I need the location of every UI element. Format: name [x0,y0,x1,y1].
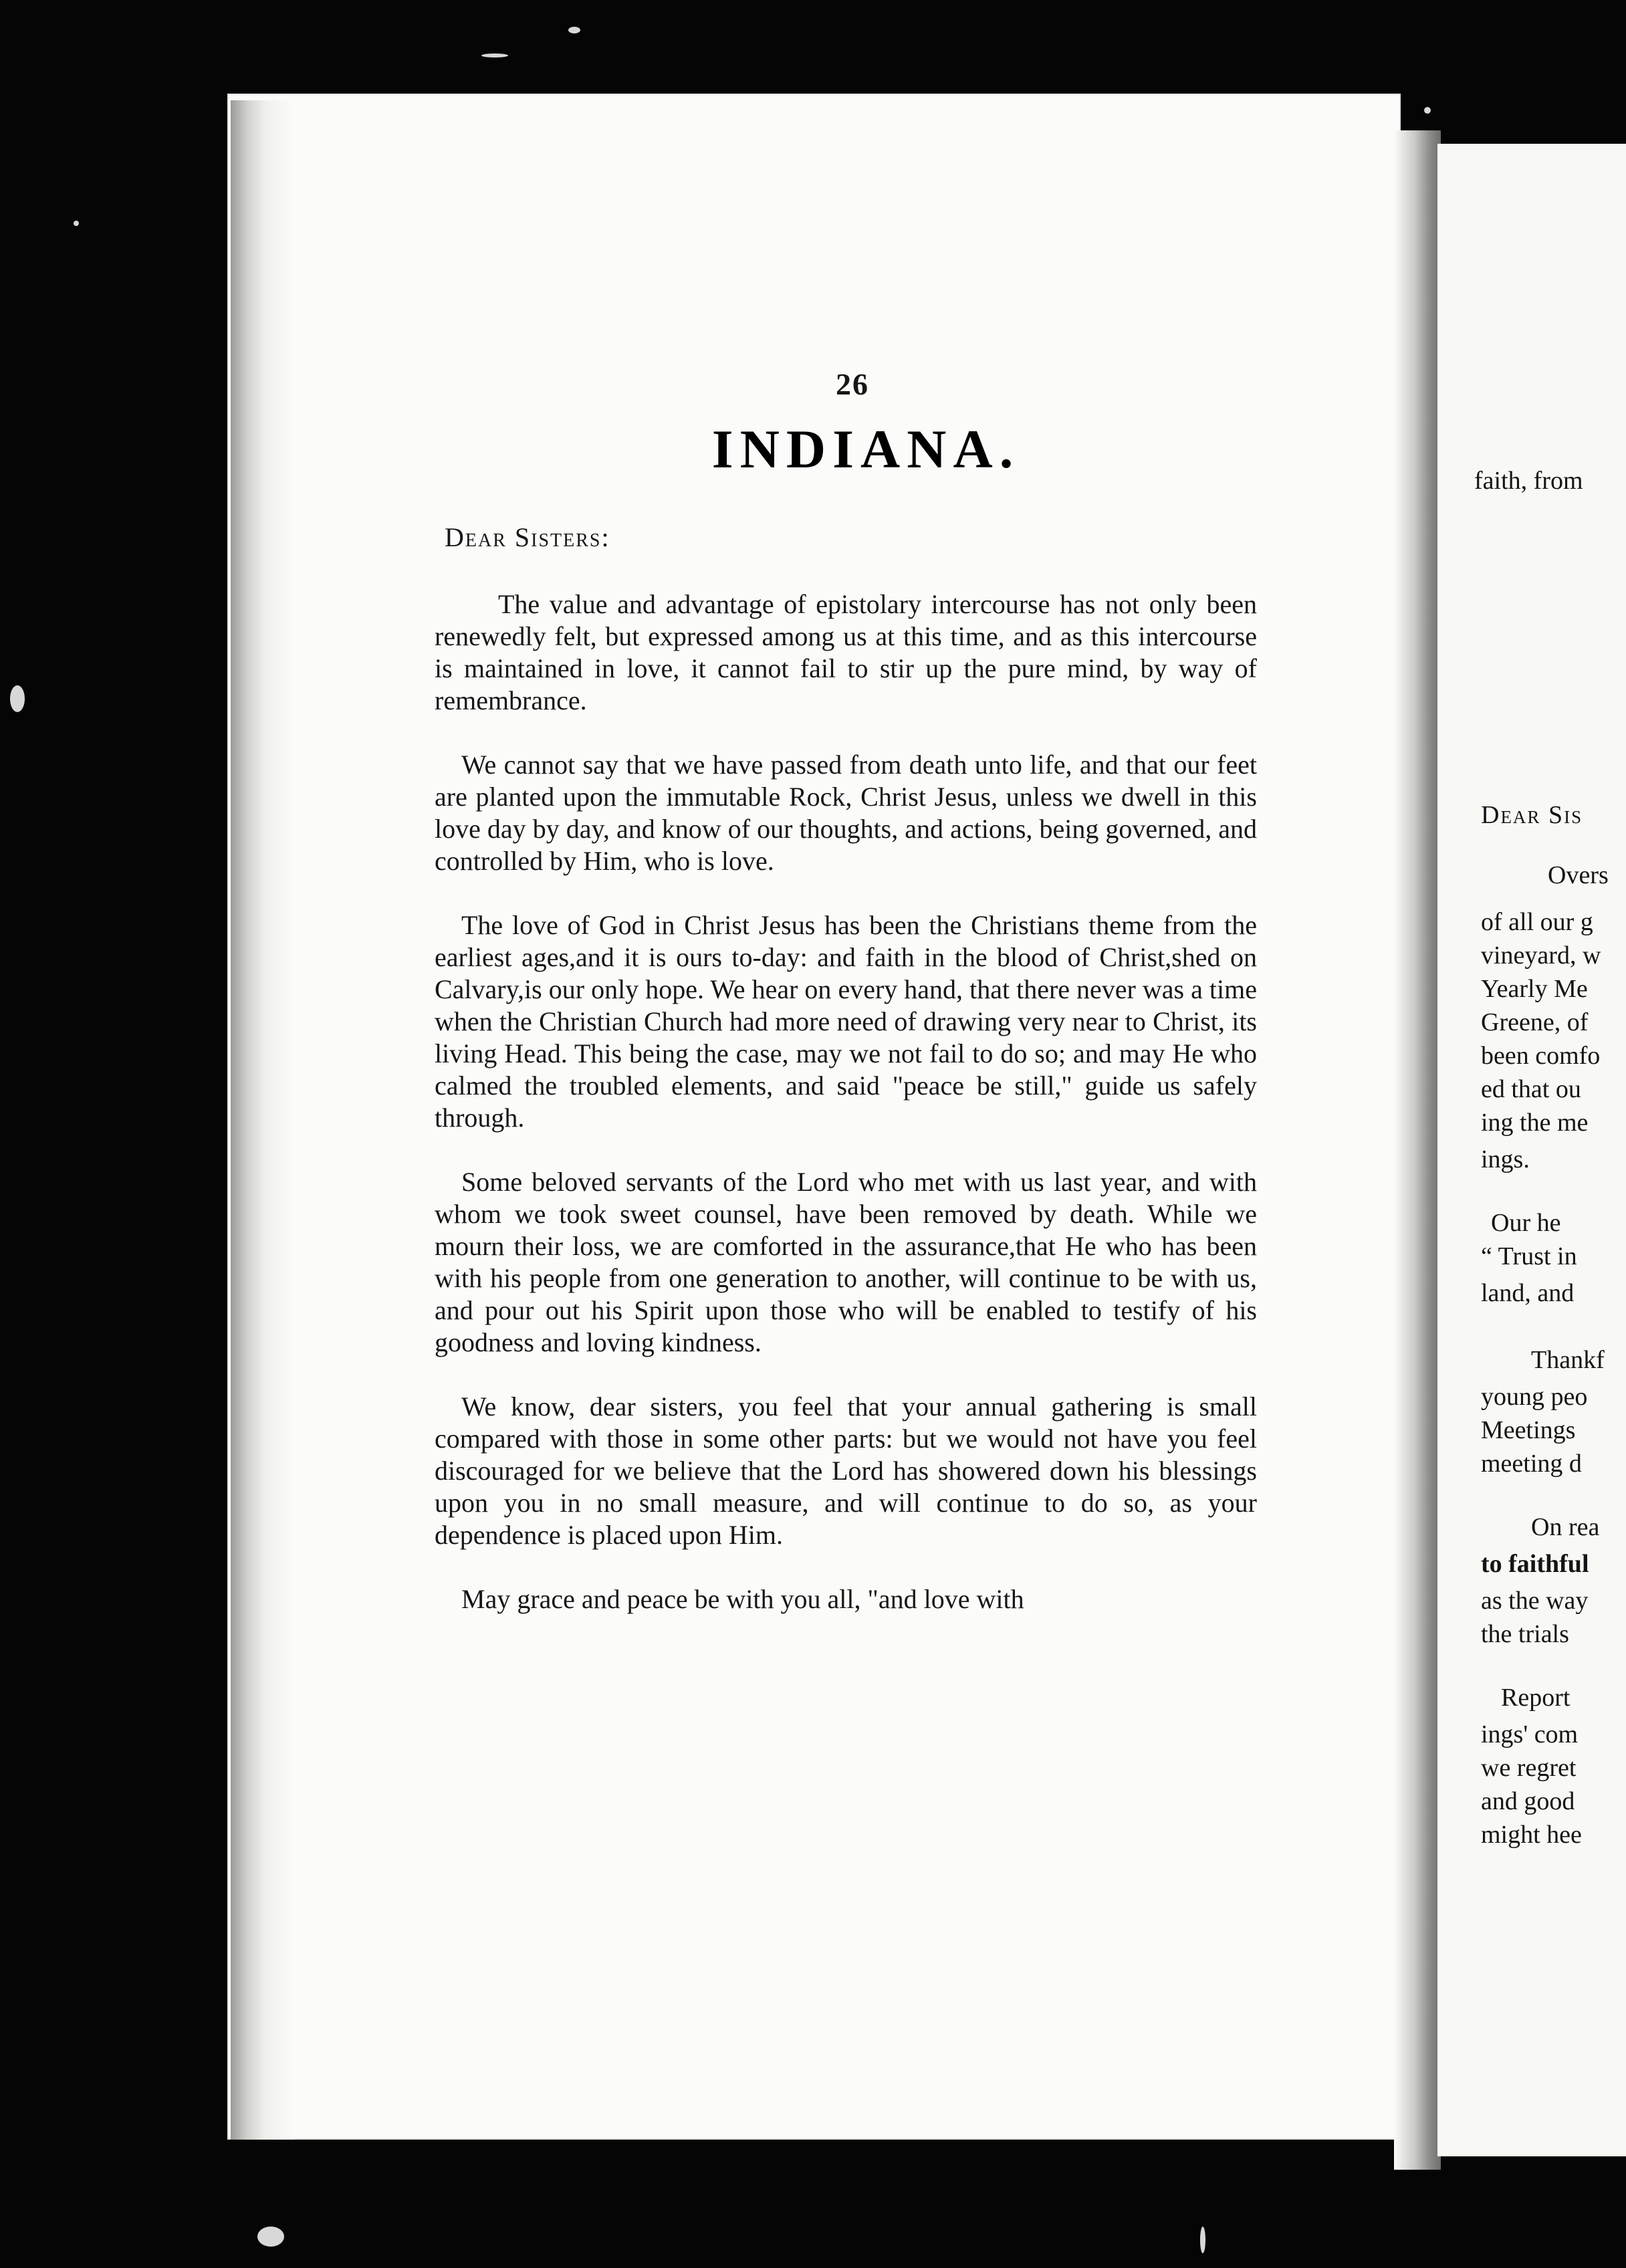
paragraph: The value and advantage of epistolary intercourse has not only been renewedly felt, but expressed among us at this time, and as this intercourse is maintained in love, it cannot fail to stir up the pure mind, by way of remembrance. [435,589,1257,715]
right-page-line: Yearly Me [1481,975,1588,1003]
paragraph: We cannot say that we have passed from death unto life, and that our feet are planted upon the immutable Rock, Christ Jesus, unless we dwell in this love day by day, and know of our thoughts, and actions, being governed, and controlled by Him, who is love. [435,750,1257,876]
right-page-line: vineyard, w [1481,941,1601,970]
right-page-line: Thankf [1531,1346,1605,1374]
paragraph: The love of God in Christ Jesus has been the Christians theme from the earliest ages,and it is ours to-day: and faith in the blood of Christ,shed on Calvary,is our only hope. We hear on every hand, that there never was a time when the Christian Church had more need of drawing very near to Christ, its living Head. This being the case, may we not fail to do so; and may He who calmed the troubled elements, and said "peace be still," guide us safely through. [435,910,1257,1133]
right-page-line: ed that ou [1481,1075,1581,1103]
right-page-line: of all our g [1481,908,1593,936]
right-page-line: young peo [1481,1383,1588,1411]
paragraph: May grace and peace be with you all, "and love with [461,1584,1024,1614]
film-speck [74,221,79,226]
film-speck [568,27,580,33]
page-title: INDIANA. [711,419,1020,479]
page-edge-stack [231,100,294,2140]
right-page-line: might hee [1481,1821,1582,1849]
right-page-line: ings. [1481,1145,1530,1173]
right-page-line: we regret [1481,1754,1577,1782]
right-page-line: and good [1481,1787,1575,1815]
right-page [1437,144,1626,2156]
film-speck [10,685,25,712]
right-page-line: to faithful [1481,1550,1589,1578]
film-speck [1200,2227,1205,2253]
book-fold-shadow [1394,130,1441,2170]
right-page-line: land, and [1481,1279,1575,1307]
right-page-line: On rea [1531,1513,1600,1541]
right-page-line: Our he [1491,1209,1561,1237]
film-speck [1424,107,1431,114]
page-number: 26 [836,367,869,401]
right-page-line: “ Trust in [1481,1242,1577,1270]
right-page-line: ings' com [1481,1720,1579,1748]
right-page-line: meeting d [1481,1450,1582,1478]
right-page-line: ing the me [1481,1109,1589,1137]
right-page-line: Meetings [1481,1416,1576,1444]
right-page-line: been comfo [1481,1042,1601,1070]
right-page-line: the trials [1481,1620,1569,1648]
right-page-line: Overs [1548,861,1609,889]
paragraph: Some beloved servants of the Lord who met with us last year, and with whom we took sweet counsel, have been removed by death. While we mourn their loss, we are comforted in the assurance,that He who has been with his people from one generation to another, will continue to be with us, and pour out his Spirit upon those who will be enabled to testify of his goodness and loving kindness. [435,1167,1257,1357]
film-speck [257,2227,284,2247]
right-page-line: as the way [1481,1587,1589,1615]
right-page-salutation: Dear Sis [1481,801,1583,829]
salutation: Dear Sisters: [445,522,610,552]
letter-body [435,588,1257,1648]
film-speck [481,53,508,58]
right-page-line: Report [1501,1684,1571,1712]
paragraph: We know, dear sisters, you feel that your annual gathering is small compared with those in some other parts: but we would not have you feel discouraged for we believe that the Lord has showered down his blessings upon you in no small measure, and will continue to do so, as your dependence is placed upon Him. [435,1391,1257,1550]
right-page-line: Greene, of [1481,1008,1589,1036]
right-page-line: faith, from [1474,467,1583,495]
